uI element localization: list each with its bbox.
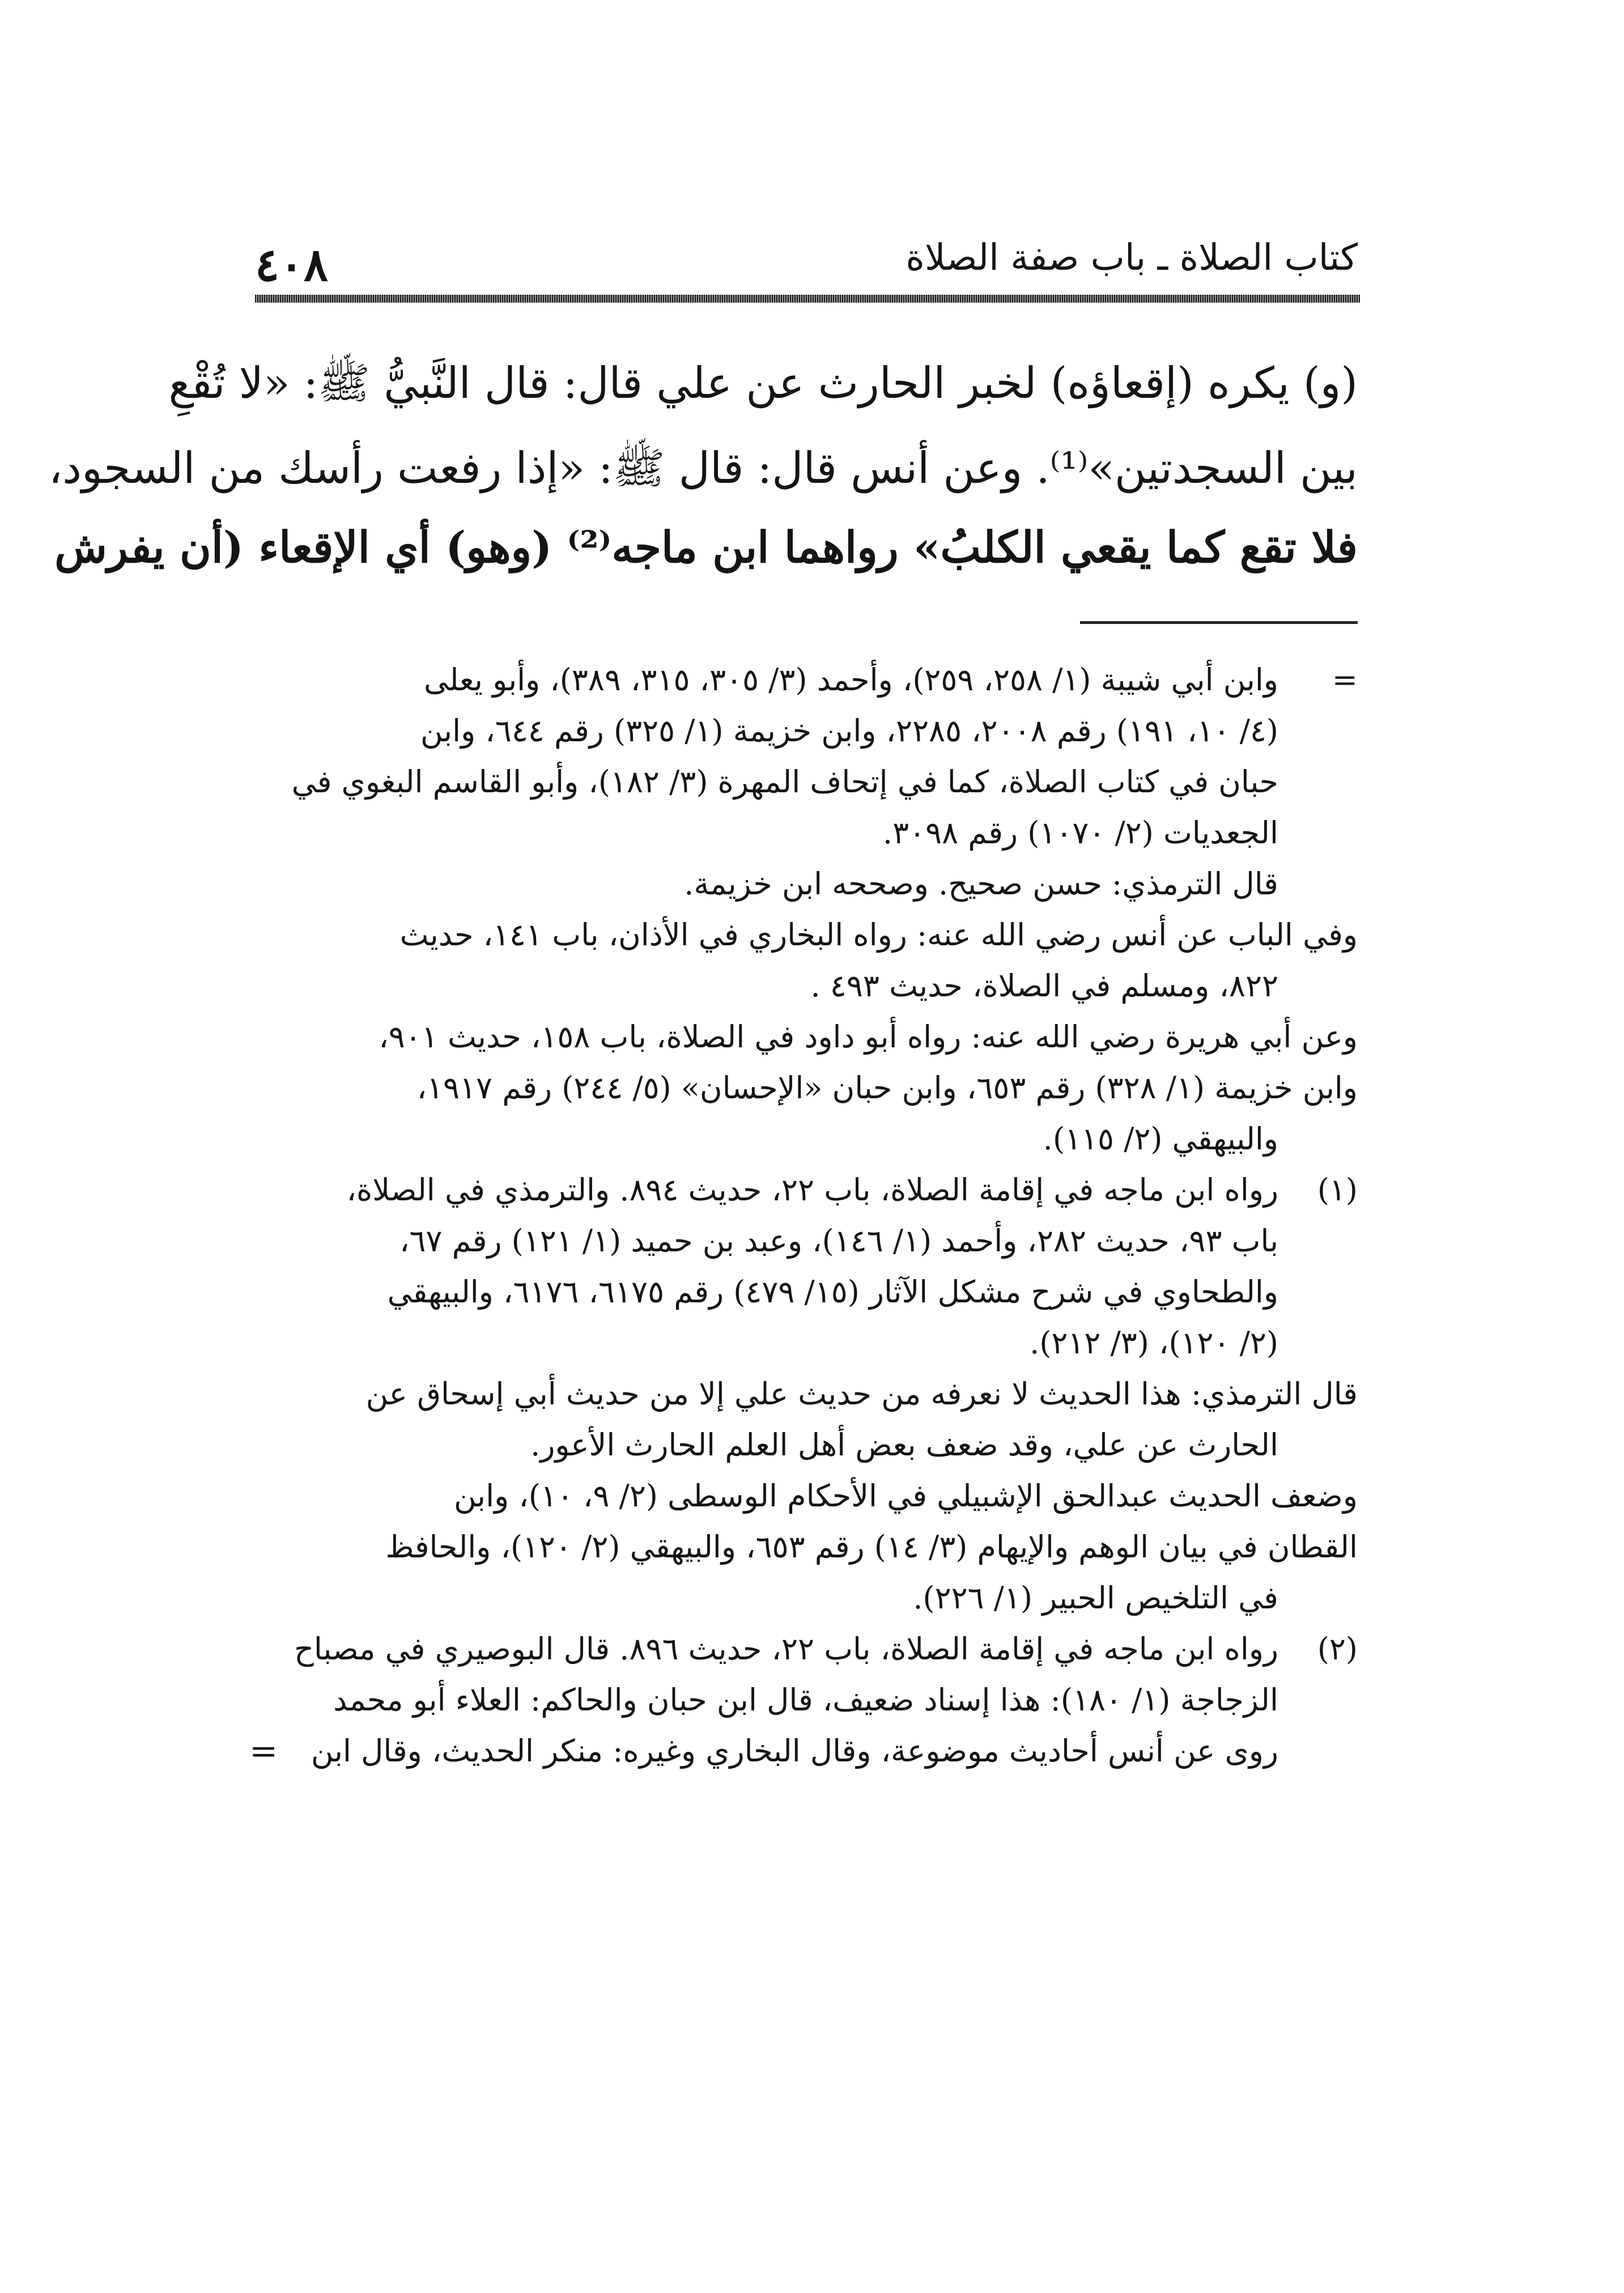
footnote-line: روى عن أنس أحاديث موضوعة، وقال البخاري وغيره: منكر الحديث، وقال ابن — [311, 1733, 1278, 1769]
footnote-line: رواه ابن ماجه في إقامة الصلاة، باب ٢٢، حديث ٨٩٤. والترمذي في الصلاة، — [346, 1172, 1278, 1208]
running-head: كتاب الصلاة ـ باب صفة الصلاة — [905, 237, 1358, 279]
footnote-line: والطحاوي في شرح مشكل الآثار (١٥/ ٤٧٩) رقم ٦١٧٥، ٦١٧٦، والبيهقي — [387, 1274, 1278, 1310]
footnote-line: (٢/ ١٢٠)، (٣/ ٢١٢). — [1030, 1325, 1278, 1361]
footnote-line: باب ٩٣، حديث ٢٨٢، وأحمد (١/ ١٤٦)، وعبد بن حميد (١/ ١٢١) رقم ٦٧، — [399, 1223, 1278, 1259]
main-text-line: فلا تقع كما يقعي الكلبُ» رواهما ابن ماجه⁽²⁾ (وهو) أي الإقعاء (أن يفرش — [54, 522, 1358, 572]
footnote-line: الزجاجة (١/ ١٨٠): هذا إسناد ضعيف، قال ابن حبان والحاكم: العلاء أبو محمد — [333, 1682, 1278, 1718]
footnote-line: قال الترمذي: هذا الحديث لا نعرفه من حديث علي إلا من حديث أبي إسحاق عن — [365, 1376, 1358, 1412]
footnote-line: قال الترمذي: حسن صحيح. وصححه ابن خزيمة. — [684, 866, 1278, 902]
footnote-continuation-marker: = — [1332, 662, 1358, 698]
footnote-separator — [1080, 621, 1358, 624]
footnote-line: ٨٢٢، ومسلم في الصلاة، حديث ٤٩٣ . — [810, 968, 1278, 1004]
footnote-line: وفي الباب عن أنس رضي الله عنه: رواه البخاري في الأذان، باب ١٤١، حديث — [399, 917, 1358, 953]
footnote-line: الجعديات (٢/ ١٠٧٠) رقم ٣٠٩٨. — [882, 815, 1278, 851]
page-number: ٤٠٨ — [255, 238, 328, 291]
footnote-line: والبيهقي (٢/ ١١٥). — [1043, 1121, 1278, 1157]
footnote-marker-2: (٢) — [1317, 1631, 1358, 1667]
footnote-line: رواه ابن ماجه في إقامة الصلاة، باب ٢٢، حديث ٨٩٦. قال البوصيري في مصباح — [294, 1631, 1278, 1667]
footnote-line: حبان في كتاب الصلاة، كما في إتحاف المهرة (٣/ ١٨٢)، وأبو القاسم البغوي في — [291, 764, 1278, 800]
footnote-line: وضعف الحديث عبدالحق الإشبيلي في الأحكام الوسطى (٢/ ٩، ١٠)، وابن — [453, 1478, 1358, 1514]
footnote-marker-1: (١) — [1317, 1172, 1358, 1208]
footnote-line: في التلخيص الحبير (١/ ٢٢٦). — [913, 1580, 1278, 1616]
footnote-end-continuation-marker: = — [249, 1731, 278, 1771]
main-text-line: بين السجدتين»⁽¹⁾. وعن أنس قال: قال ﷺ: «إذا رفعت رأسك من السجود، — [48, 443, 1358, 493]
footnote-line: (٤/ ١٠، ١٩١) رقم ٢٠٠٨، ٢٢٨٥، وابن خزيمة (١/ ٣٢٥) رقم ٦٤٤، وابن — [420, 713, 1278, 749]
footnote-line: الحارث عن علي، وقد ضعف بعض أهل العلم الحارث الأعور. — [530, 1427, 1278, 1463]
footnote-line: وابن أبي شيبة (١/ ٢٥٨، ٢٥٩)، وأحمد (٣/ ٣٠٥، ٣١٥، ٣٨٩)، وأبو يعلى — [424, 662, 1278, 698]
footnote-line: وابن خزيمة (١/ ٣٢٨) رقم ٦٥٣، وابن حبان «الإحسان» (٥/ ٢٤٤) رقم ١٩١٧، — [416, 1070, 1358, 1106]
main-text-line: (و) يكره (إقعاؤه) لخبر الحارث عن علي قال: قال النَّبيُّ ﷺ: «لا تُقْعِ — [168, 358, 1358, 408]
header-rule — [255, 295, 1360, 303]
footnote-line: القطان في بيان الوهم والإيهام (٣/ ١٤) رقم ٦٥٣، والبيهقي (٢/ ١٢٠)، والحافظ — [385, 1529, 1358, 1565]
footnote-line: وعن أبي هريرة رضي الله عنه: رواه أبو داود في الصلاة، باب ١٥٨، حديث ٩٠١، — [379, 1019, 1358, 1055]
